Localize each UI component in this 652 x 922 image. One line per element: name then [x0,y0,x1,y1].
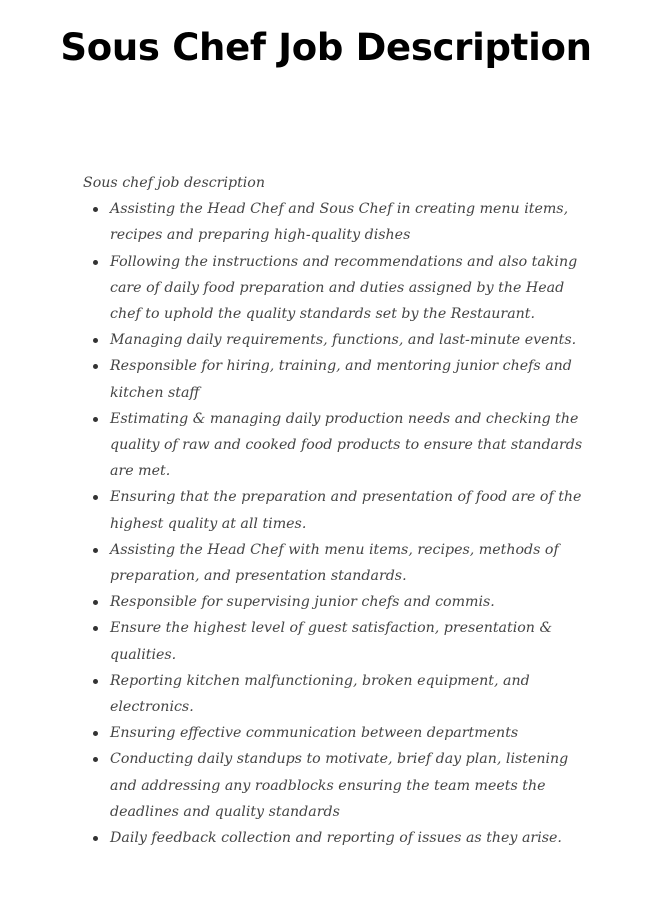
bullet-icon [93,207,98,212]
bullet-icon [93,836,98,841]
duty-item [110,353,583,405]
bullet-icon [93,417,98,422]
duty-text: Assisting the Head Chef with menu items, recipes, methods of preparation, and presentation standards. [110,541,559,585]
duty-text: Ensuring that the preparation and presentation of food are of the highest quality at all times. [110,489,582,532]
duties-list [83,196,583,851]
duty-text: Following the instructions and recommendations and also taking care of daily food preparation and duties assigned by the Head chef to uphold the quality standards set by the Restaurant. [110,253,578,323]
duty-item [110,196,583,248]
duty-text: Daily feedback collection and reporting of issues as they arise. [110,830,562,847]
duty-item [110,668,583,720]
bullet-icon [93,260,98,265]
duty-text: Estimating & managing daily production needs and checking the quality of raw and cooked food products to ensure that standards are met. [110,410,583,480]
bullet-icon [93,731,98,736]
duty-item [110,249,583,328]
bullet-icon [93,679,98,684]
duty-item [110,537,583,589]
duty-text: Assisting the Head Chef and Sous Chef in creating menu items, recipes and preparing high-quality dishes [110,201,569,244]
duty-text: Ensuring effective communication between departments [110,725,519,742]
job-description-body [83,170,583,851]
duty-item [110,327,583,353]
duty-item [110,746,583,825]
bullet-icon [93,495,98,500]
bullet-icon [93,600,98,605]
duty-text: Responsible for hiring, training, and mentoring junior chefs and kitchen staff [110,358,572,401]
duty-text: Reporting kitchen malfunctioning, broken equipment, and electronics. [110,672,530,716]
duty-text: Ensure the highest level of guest satisfaction, presentation & qualities. [110,620,553,663]
duty-item [110,615,583,667]
duty-text: Responsible for supervising junior chefs and commis. [110,594,495,611]
duty-item [110,406,583,485]
bullet-icon [93,338,98,343]
duty-item [110,720,583,746]
bullet-icon [93,364,98,369]
duty-item [110,825,583,851]
bullet-icon [93,626,98,631]
duty-text: Conducting daily standups to motivate, brief day plan, listening and addressing any roadblocks ensuring the team meets the deadlines and quality standards [110,751,569,820]
duty-item [110,589,583,615]
bullet-icon [93,548,98,553]
duty-item [110,484,583,536]
page-title: Sous Chef Job Description [60,26,592,69]
bullet-icon [93,757,98,762]
intro-text: Sous chef job description [83,175,265,191]
duty-text: Managing daily requirements, functions, and last-minute events. [110,332,577,349]
